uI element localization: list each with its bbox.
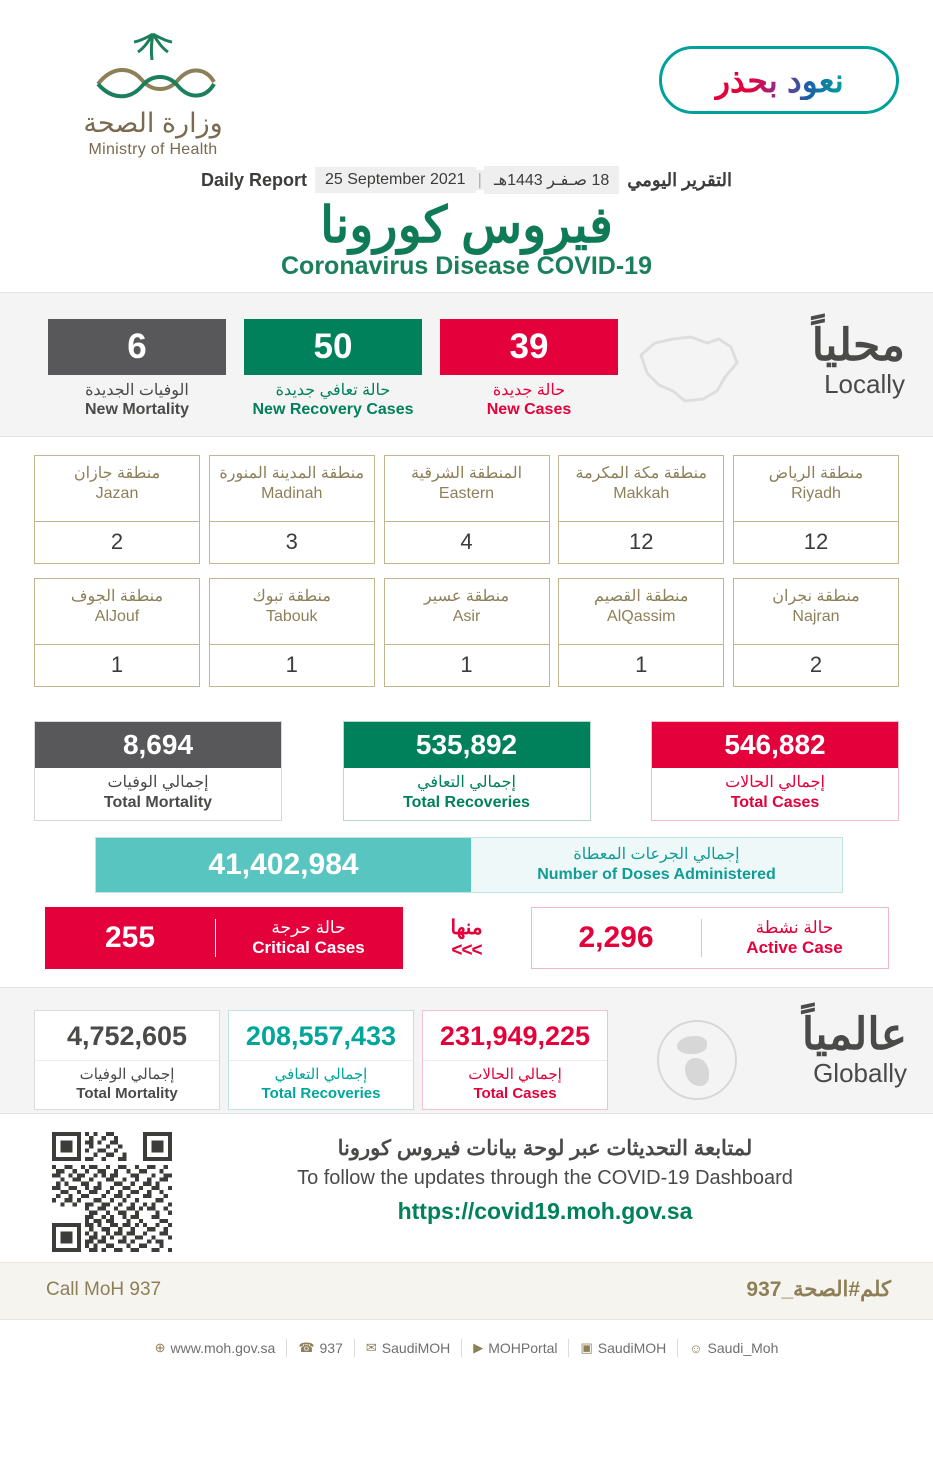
report-header: [0, 0, 933, 292]
total-recoveries-label-en: Total Recoveries: [403, 794, 530, 811]
locally-heading-en: Locally: [824, 369, 905, 399]
new-mortality-label-en: New Mortality: [84, 401, 189, 418]
total-cases-value: 546,882: [652, 722, 898, 768]
region-tabouk-name-ar: منطقة تبوك: [252, 588, 331, 605]
footer-item-website[interactable]: [144, 1339, 288, 1357]
new-recovery-box: [244, 319, 422, 419]
region-aljouf: [34, 578, 200, 687]
new-stats-group: [48, 319, 618, 419]
region-aljouf-name-en: AlJouf: [94, 608, 140, 625]
new-mortality-value: 6: [48, 319, 226, 375]
locally-heading: [812, 323, 905, 399]
global-total-cases-value: 231,949,225: [439, 1021, 591, 1051]
local-totals-group: [0, 707, 933, 827]
global-total-recoveries-value: 208,557,433: [245, 1021, 397, 1051]
footer-label-snapchat: Saudi_Moh: [707, 1340, 779, 1356]
report-date-bar: [0, 166, 933, 194]
region-makkah-name-en: Makkah: [613, 485, 670, 502]
region-najran-name-ar: منطقة نجران: [772, 588, 860, 605]
dashboard-url[interactable]: https://covid19.moh.gov.sa: [397, 1198, 693, 1224]
regions-row-1: [34, 455, 899, 564]
critical-cases-label-ar: حالة حرجة: [271, 918, 346, 937]
region-jazan: [34, 455, 200, 564]
footer-item-twitter[interactable]: [355, 1339, 462, 1357]
new-recovery-value: 50: [244, 319, 422, 375]
global-total-cases-label-ar: إجمالي الحالات: [468, 1066, 562, 1083]
globe-icon: ⊕: [154, 1340, 166, 1355]
new-recovery-label-ar: حالة تعافي جديدة: [275, 382, 391, 399]
new-cases-label-ar: حالة جديدة: [492, 382, 566, 399]
total-recoveries-box: [343, 721, 591, 821]
saudi-arabia-map-icon: [633, 329, 743, 409]
call-bar: [0, 1262, 933, 1320]
new-cases-label-en: New Cases: [486, 401, 572, 418]
global-total-recoveries-box: [228, 1010, 414, 1110]
doses-value: 41,402,984: [96, 838, 471, 892]
critical-active-row: [0, 893, 933, 987]
daily-report-label-ar: التقرير اليومي: [627, 169, 733, 190]
critical-cases-label-en: Critical Cases: [252, 938, 365, 957]
total-recoveries-label-ar: إجمالي التعافي: [417, 774, 516, 791]
region-eastern-name-en: Eastern: [438, 485, 495, 502]
region-tabouk-name-en: Tabouk: [265, 608, 318, 625]
footer-label-website: www.moh.gov.sa: [170, 1340, 276, 1356]
region-najran-name-en: Najran: [792, 608, 840, 625]
active-cases-label-en: Active Case: [746, 938, 843, 957]
new-cases-value: 39: [440, 319, 618, 375]
footer-item-instagram[interactable]: [569, 1339, 678, 1357]
qr-code[interactable]: [52, 1132, 172, 1252]
locally-section: [0, 292, 933, 437]
region-riyadh-value: 12: [803, 529, 829, 554]
total-cases-box: [651, 721, 899, 821]
total-mortality-value: 8,694: [35, 722, 281, 768]
footer-label-instagram: SaudiMOH: [597, 1340, 667, 1356]
daily-report-label-en: Daily Report: [200, 169, 307, 190]
region-madinah: [209, 455, 375, 564]
region-makkah-value: 12: [629, 529, 654, 554]
region-asir: [384, 578, 550, 687]
regions-grid: [0, 437, 933, 707]
twitter-icon: ✉: [365, 1340, 377, 1355]
footer-item-youtube[interactable]: [462, 1339, 569, 1357]
date-separator: |: [477, 170, 482, 189]
moh-logo-label-ar: وزارة الصحة: [83, 108, 223, 138]
total-cases-label-ar: إجمالي الحالات: [725, 774, 825, 791]
youtube-icon: ▶: [473, 1340, 484, 1355]
region-riyadh: [733, 455, 899, 564]
global-total-mortality-box: [34, 1010, 220, 1110]
region-alqassim-name-en: AlQassim: [607, 608, 676, 625]
global-stats-group: [34, 1010, 608, 1110]
globally-heading: [802, 1012, 907, 1088]
region-najran-value: 2: [809, 652, 823, 677]
footer-links: [0, 1320, 933, 1376]
region-eastern: [384, 455, 550, 564]
region-alqassim-name-ar: منطقة القصيم: [594, 588, 689, 605]
dashboard-text: [200, 1136, 890, 1225]
doses-label-ar: إجمالي الجرعات المعطاة: [573, 846, 740, 863]
critical-cases-value: 255: [104, 921, 156, 954]
region-najran: [733, 578, 899, 687]
new-mortality-box: [48, 319, 226, 419]
global-total-recoveries-label-en: Total Recoveries: [261, 1085, 381, 1102]
active-cases-label-ar: حالة نشطة: [755, 918, 834, 937]
footer-item-snapchat[interactable]: [678, 1339, 789, 1357]
call-moh-label: Call MoH 937: [46, 1279, 162, 1300]
region-madinah-name-ar: منطقة المدينة المنورة: [219, 465, 365, 482]
active-cases-box: [531, 907, 889, 969]
region-riyadh-name-en: Riyadh: [791, 485, 841, 502]
dashboard-label-en: To follow the updates through the COVID-19 Dashboard: [297, 1167, 793, 1189]
instagram-icon: ▣: [580, 1340, 593, 1355]
dashboard-label-ar: لمتابعة التحديثات عبر لوحة بيانات فيروس كورونا: [337, 1137, 753, 1160]
region-jazan-name-ar: منطقة جازان: [73, 465, 161, 482]
total-mortality-label-en: Total Mortality: [103, 794, 213, 811]
region-aljouf-name-ar: منطقة الجوف: [70, 588, 164, 605]
global-total-cases-label-en: Total Cases: [473, 1085, 557, 1102]
doses-label-en: Number of Doses Administered: [537, 866, 776, 883]
snapchat-icon: ☺: [689, 1340, 703, 1356]
total-cases-label-en: Total Cases: [730, 794, 820, 811]
globally-section: [0, 987, 933, 1114]
date-gregorian: 25 September 2021: [315, 167, 476, 193]
region-jazan-name-en: Jazan: [95, 485, 139, 502]
region-makkah: [558, 455, 724, 564]
locally-heading-ar: محلياً: [811, 321, 905, 370]
campaign-badge: [659, 46, 899, 114]
region-makkah-name-ar: منطقة مكة المكرمة: [575, 465, 707, 482]
minha-label-ar: منها: [450, 916, 483, 939]
region-asir-name-en: Asir: [452, 608, 481, 625]
region-tabouk-value: 1: [285, 652, 298, 677]
global-total-mortality-value: 4,752,605: [66, 1021, 188, 1051]
region-eastern-value: 4: [460, 529, 473, 554]
footer-label-twitter: SaudiMOH: [381, 1340, 451, 1356]
region-riyadh-name-ar: منطقة الرياض: [768, 465, 864, 482]
footer-item-phone[interactable]: [287, 1339, 355, 1357]
dashboard-section: [0, 1114, 933, 1262]
globally-heading-en: Globally: [813, 1058, 907, 1088]
global-total-mortality-label-en: Total Mortality: [76, 1085, 178, 1102]
campaign-label: نعود بحذر: [714, 61, 844, 99]
total-recoveries-value: 535,892: [344, 722, 590, 768]
regions-row-2: [34, 578, 899, 687]
total-mortality-box: [34, 721, 282, 821]
globe-icon: [657, 1020, 737, 1100]
minha-connector: [421, 915, 513, 962]
global-total-recoveries-label-ar: إجمالي التعافي: [274, 1066, 368, 1083]
region-alqassim-value: 1: [635, 652, 648, 677]
arrows-icon: <<<: [451, 939, 482, 961]
new-mortality-label-ar: الوفيات الجديدة: [85, 382, 189, 399]
call-moh-label-ar: كلم#الصحة_937: [746, 1278, 891, 1301]
page-title-en: Coronavirus Disease COVID-19: [281, 252, 652, 280]
page-title-ar: فيروس كورونا: [320, 197, 613, 253]
region-tabouk: [209, 578, 375, 687]
new-cases-box: [440, 319, 618, 419]
moh-logo-label-en: Ministry of Health: [88, 141, 218, 158]
phone-icon: ☎: [298, 1340, 315, 1355]
active-cases-value: 2,296: [578, 921, 654, 954]
moh-logo: [38, 28, 268, 159]
region-eastern-name-ar: المنطقة الشرقية: [410, 465, 523, 482]
total-mortality-label-ar: إجمالي الوفيات: [107, 774, 209, 791]
footer-label-phone: 937: [319, 1340, 343, 1356]
doses-administered-box: [95, 837, 843, 893]
date-hijri: 18 صـفـر 1443هـ: [484, 166, 619, 194]
global-total-cases-box: [422, 1010, 608, 1110]
region-jazan-value: 2: [110, 529, 124, 554]
moh-logo-icon: [78, 28, 228, 104]
global-total-mortality-label-ar: إجمالي الوفيات: [79, 1066, 175, 1083]
region-aljouf-value: 1: [110, 652, 124, 677]
globally-heading-ar: عالمياً: [801, 1010, 907, 1059]
critical-cases-box: [45, 907, 403, 969]
region-alqassim: [558, 578, 724, 687]
new-recovery-label-en: New Recovery Cases: [252, 401, 414, 418]
region-asir-value: 1: [460, 652, 473, 677]
region-madinah-value: 3: [285, 529, 298, 554]
region-asir-name-ar: منطقة عسير: [423, 588, 510, 605]
region-madinah-name-en: Madinah: [261, 485, 323, 502]
footer-label-youtube: MOHPortal: [488, 1340, 558, 1356]
